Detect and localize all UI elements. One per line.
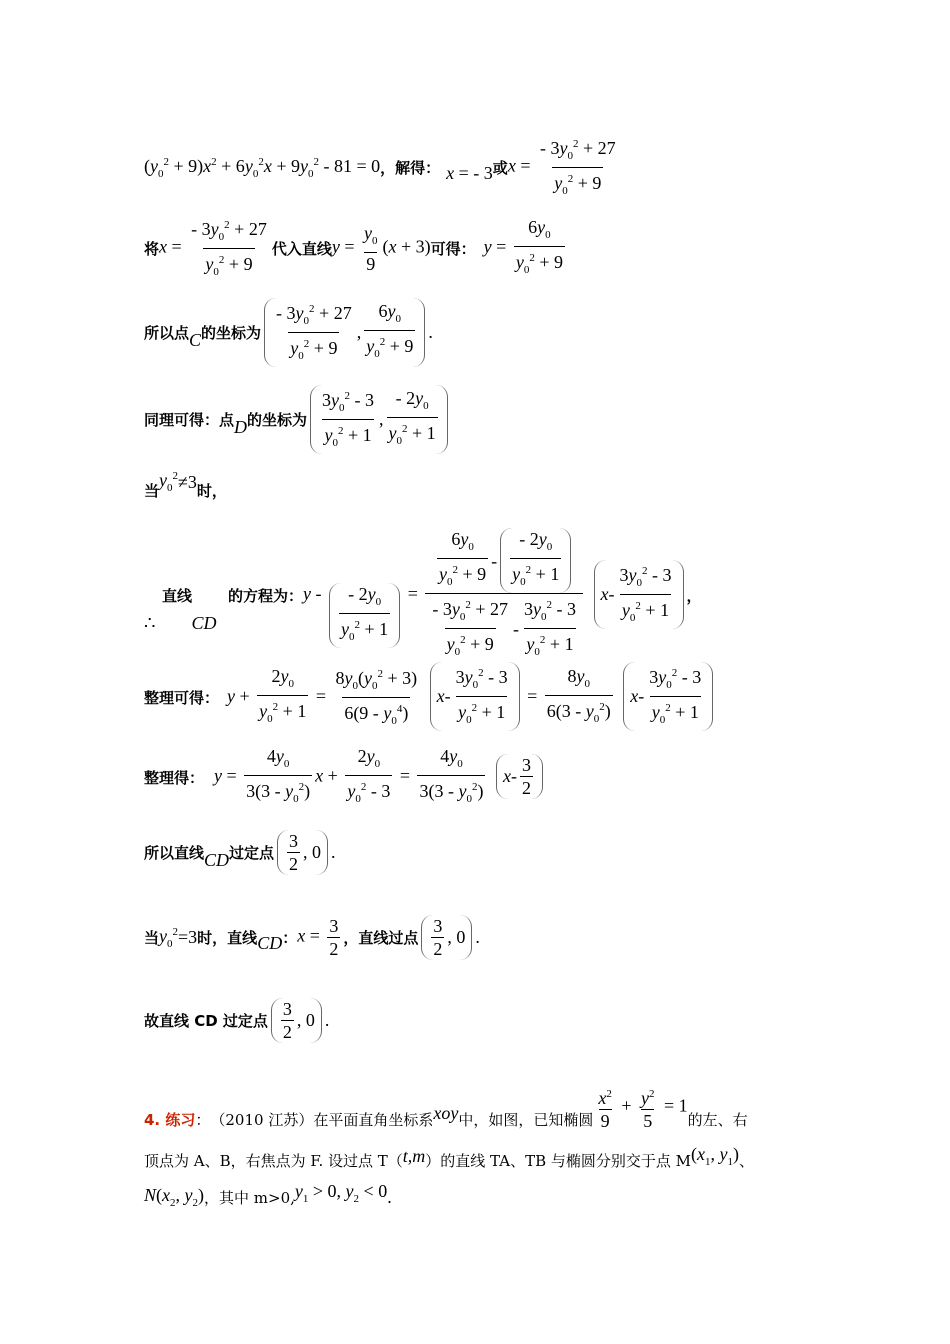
exercise-line-2 — [144, 1144, 755, 1172]
line-equation: y = $\frac{y_0}{9}$ (x + 3) — [331, 223, 431, 274]
cd-label-2: CD — [204, 850, 230, 870]
x-substitution: x = $\frac{- 3y_0^2 + 27}{y_0^2 + 9}$ — [159, 214, 272, 283]
get-text: 可得： — [430, 240, 476, 258]
period-3: . — [475, 927, 480, 947]
equation-line-2 — [144, 214, 568, 283]
equation-line-3 — [144, 298, 433, 367]
time-text: 时， — [196, 481, 227, 500]
coord-text-d: 的坐标为 — [247, 411, 308, 429]
point-d-coordinates: $\frac{3y_0^2 - 3}{y_0^2 + 1}$ , $\frac{- 2y_0}{y_0^2 + 1}$ — [310, 385, 448, 454]
condition-y0-eq: $y_0^2$ — [159, 925, 179, 950]
ellipse-equation: $\frac{x^2}{9}$ + $\frac{y^2}{5}$ = 1 — [598, 1088, 688, 1131]
tm-point: t,m — [402, 1145, 426, 1166]
so-line-text: 所以直线 — [144, 844, 205, 862]
condition-value: ≠3 — [178, 471, 197, 492]
comma: ， — [686, 587, 702, 605]
point-n: $N(x_2$, $y_2$) — [144, 1185, 205, 1209]
time-line-text: 时，直线 — [197, 929, 258, 947]
exercise-line-3 — [144, 1181, 392, 1209]
simplified-equation: y + $\frac{2y_0}{y_0^2 + 1}$ = $\frac{8y_0(y_0^2 + 3)}{6(9 - y_0^4)}$ x - $\frac{3y_0^2 - 3}{y_0^2 + 1}$ = $\frac{8y_0}{6(3 - y_0^2)}$ x - $\frac{3y_0^2 - 3}{y_0^2 + 1}$ — [227, 662, 716, 732]
equation-line-6 — [144, 528, 702, 663]
simplify-text: 整理可得： — [144, 688, 220, 707]
exercise-text-6: 、 — [739, 1151, 755, 1170]
exercise-text-1: （2010 江苏）在平面直角坐标系 — [210, 1111, 434, 1129]
point-m: ($x_1$, $y_1$) — [691, 1144, 739, 1168]
fixed-point-3: $\frac{3}{2}$ , 0 — [271, 998, 322, 1043]
exercise-line-1 — [144, 1088, 748, 1144]
equation-line-10 — [144, 915, 480, 960]
final-line-equation: y = $\frac{4y_0}{3(3 - y_0^2)}$ x + $\frac{2y_0}{y_0^2 - 3}$ = $\frac{4y_0}{3(3 - y_0^2)}$ x - $\frac{3}{2}$ — [214, 745, 546, 810]
y-result: y = $\frac{6y_0}{y_0^2 + 9}$ — [484, 216, 568, 281]
point-c-coordinates: $\frac{- 3y_0^2 + 27}{y_0^2 + 9}$ , $\frac{6y_0}{y_0^2 + 9}$ — [264, 298, 425, 367]
fixed-point-2: $\frac{3}{2}$ , 0 — [421, 915, 472, 960]
exercise-text-5: ）的直线 TA、TB 与椭圆分别交于点 M — [425, 1151, 691, 1170]
equation-line-5 — [144, 470, 227, 500]
equation-line-9 — [144, 830, 336, 875]
line-text: 直线 — [162, 587, 193, 605]
equation-line-1 — [144, 133, 621, 202]
period-4: . — [324, 1010, 330, 1030]
pass-point-text: ，直线过点 — [343, 929, 419, 947]
equation-line-8 — [144, 745, 546, 810]
when-text-2: 当 — [144, 929, 160, 947]
root-x-minus-3: x = - 3 — [446, 163, 493, 183]
period-2: . — [331, 842, 336, 862]
exercise-text-7: ，其中 m>0, — [204, 1188, 295, 1207]
simplify-text-2: 整理得： — [144, 769, 205, 787]
jiang-text: 将 — [144, 240, 160, 258]
exercise-colon: ： — [195, 1111, 211, 1129]
xoy-label: xoy — [433, 1103, 459, 1123]
exercise-label: 4. 练习 — [144, 1111, 196, 1129]
conclusion-text: 故直线 CD 过定点 — [144, 1012, 268, 1030]
therefore-symbol: ∴ — [144, 613, 156, 633]
period: . — [428, 322, 433, 342]
exercise-text-3: 的左、右 — [687, 1111, 748, 1129]
equation-line-11 — [144, 998, 329, 1043]
equation-line-7 — [144, 662, 716, 732]
pass-text: 过定点 — [229, 844, 275, 862]
coord-text: 的坐标为 — [201, 324, 262, 342]
cd-line-equation: y - $\frac{- 2y_0}{y_0^2 + 1}$ = $\frac{6y_0}{y_0^2 + 9}$ - $\frac{- 2y_0}{y_0^2 + 1}$ $\frac{- 3y_0^2 + 27}{y_0^2 + 9}$ - $\frac{3y_0^2 - 3}{y_0^2 + 1}$ x - $\frac{3y_0^2 - 3}{y_0^2 + 1}$ — [303, 528, 686, 663]
exercise-text-4: 顶点为 A、B，右焦点为 F. 设过点 T（ — [144, 1151, 403, 1170]
substitute-text: 代入直线 — [271, 240, 332, 258]
same-text: 同理可得：点 — [144, 411, 235, 429]
root-x-fraction: x = $\frac{- 3y_0^2 + 27}{y_0^2 + 9}$ — [508, 133, 621, 202]
cd-label-3: CD — [257, 933, 283, 953]
cd-label: CD — [191, 613, 217, 633]
therefore-line — [144, 613, 216, 634]
eq-text: 的方程为： — [228, 587, 304, 605]
exercise-text-2: 中，如图，已知椭圆 — [458, 1111, 594, 1129]
so-point-text: 所以点 — [144, 324, 190, 342]
fixed-point: $\frac{3}{2}$ , 0 — [277, 830, 328, 875]
when-text: 当 — [144, 481, 160, 500]
equation-line-4 — [144, 385, 451, 454]
vertical-line-eq: x = $\frac{3}{2}$ — [297, 916, 339, 959]
colon: ： — [282, 929, 298, 947]
exercise-period: . — [387, 1186, 392, 1207]
condition-y0: $y_0^2$ — [159, 470, 179, 494]
point-c: C — [189, 330, 202, 350]
point-d: D — [234, 417, 248, 437]
quadratic-equation: $(y_0^2 + 9)x^2 + 6y_0^2x + 9y_0^2 - 81 = 0$ — [144, 155, 381, 180]
condition-eq-value: =3 — [178, 927, 198, 947]
solve-text: ，解得： — [380, 159, 441, 177]
sign-condition: $y_1 > 0$, $y_2 < 0$ — [294, 1181, 388, 1205]
or-text: 或 — [492, 159, 508, 177]
